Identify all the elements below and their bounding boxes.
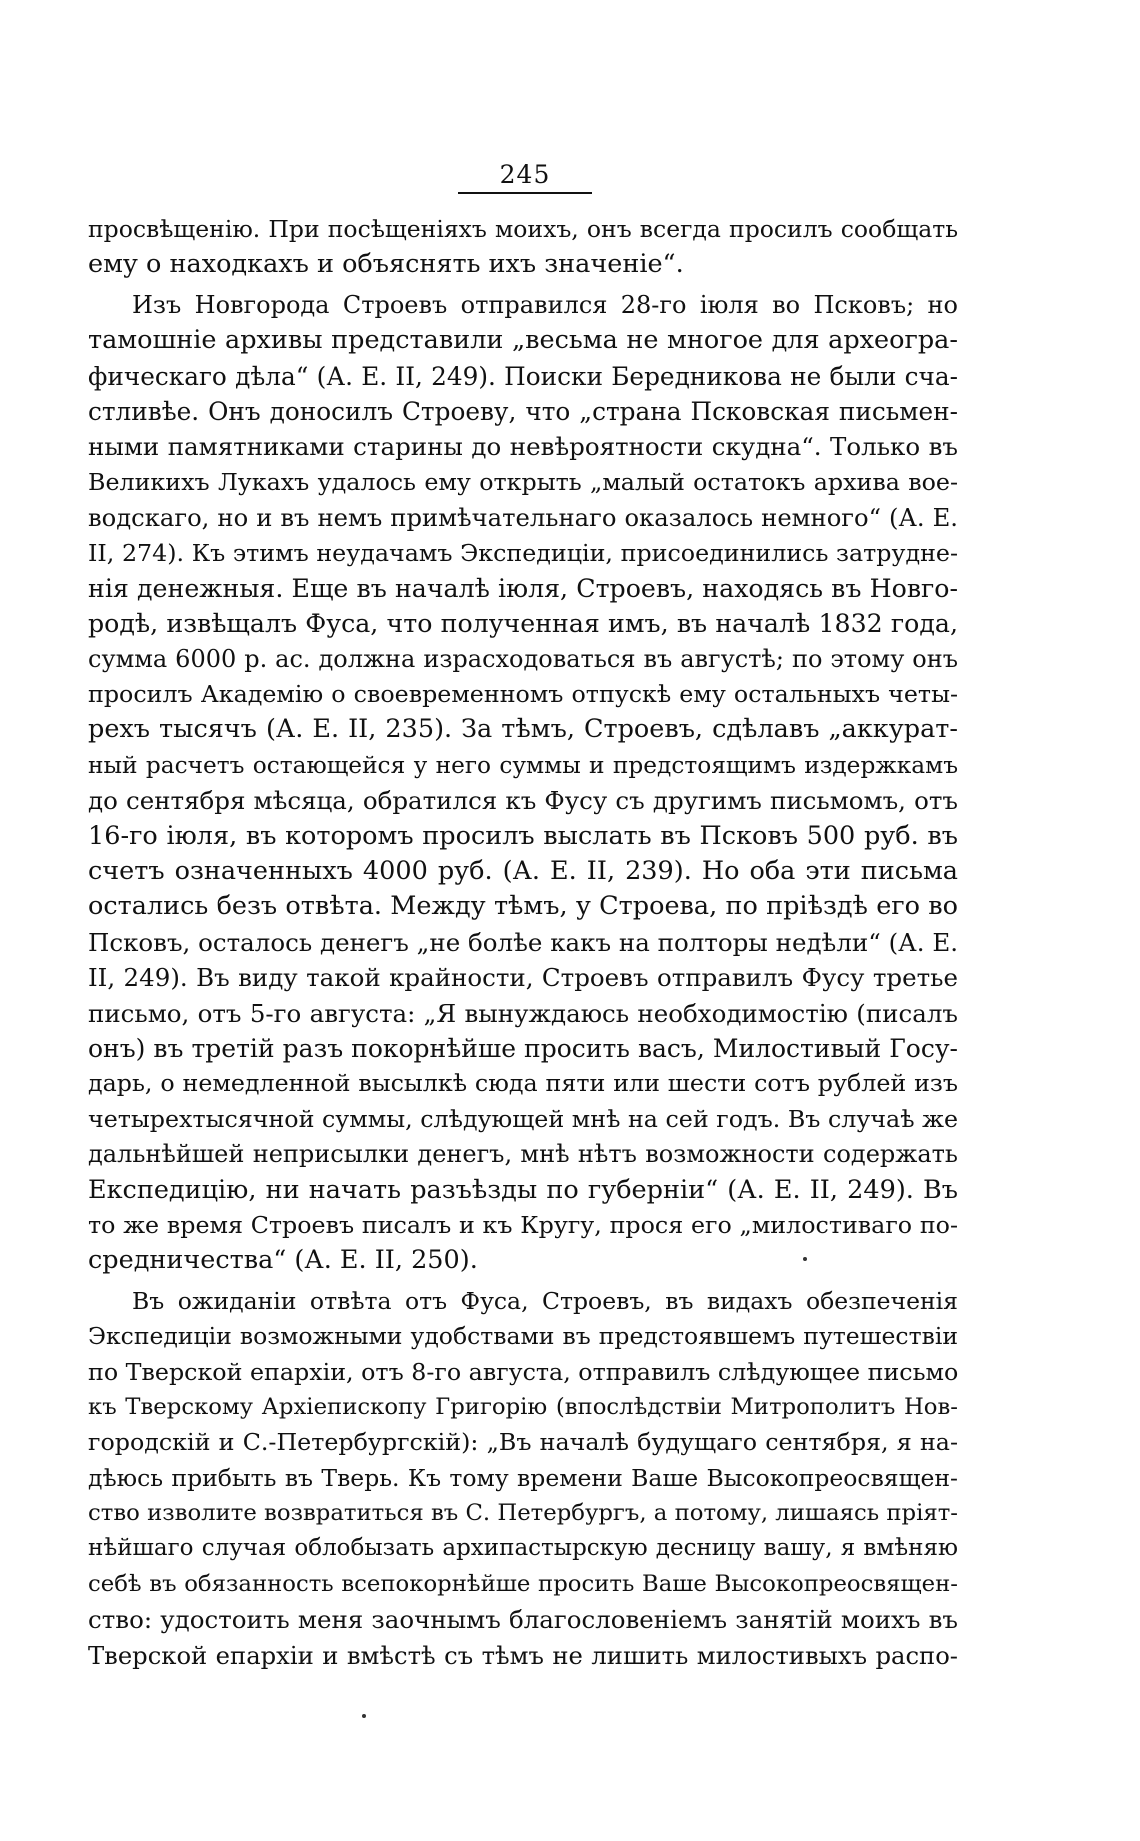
text-line: ство изволите возвратиться въ С. Петербургъ, а потому, лишаясь пріят- [88,1500,958,1527]
body-text [88,212,958,1673]
text-line: къ Тверскому Архіепископу Григорію (впослѣдствіи Митрополитъ Нов- [88,1393,958,1420]
text-line: просилъ Академію о своевременномъ отпускѣ ему остальныхъ четы- [88,680,958,709]
text-line: водскаго, но и въ немъ примѣчательнаго оказалось немного“ (А. Е. [88,503,958,533]
text-line: Експедицію, ни начать разъѣзды по губерніи“ (А. Е. II, 249). Въ [88,1174,958,1205]
text-line: рехъ тысячъ (А. Е. II, 235). За тѣмъ, Строевъ, сдѣлавъ „аккурат- [88,714,958,745]
text-line: ему о находкахъ и объяснять ихъ значеніе“. [88,249,684,280]
print-speck [362,1714,366,1718]
paragraph [88,288,958,1279]
text-line: Тверской епархіи и вмѣстѣ съ тѣмъ не лишить милостивыхъ распо- [88,1640,958,1670]
text-line: дальнѣйшей неприсылки денегъ, мнѣ нѣтъ возможности содержать [88,1140,958,1169]
text-line: ный расчетъ остающейся у него суммы и предстоящимъ издержкамъ [88,751,958,779]
text-line: 16-го іюля, въ которомъ просилъ выслать въ Псковъ 500 руб. въ [88,820,958,851]
text-line: дѣюсь прибыть въ Тверь. Къ тому времени Ваше Высокопреосвящен- [88,1463,958,1492]
text-line: фическаго дѣла“ (А. Е. II, 249). Поиски Бередникова не были сча- [88,361,958,391]
text-line: ными памятниками старины до невѣроятности скудна“. Только въ [88,432,958,462]
text-line: онъ) въ третій разъ покорнѣйше просить васъ, Милостивый Госу- [88,1033,958,1063]
text-line: себѣ въ обязанность всепокорнѣйше просить Ваше Высокопреосвящен- [88,1570,958,1597]
text-line: письмо, отъ 5-го августа: „Я вынуждаюсь необходимостію (писалъ [88,998,958,1028]
text-line: то же время Строевъ писалъ и къ Кругу, прося его „милостиваго по- [88,1210,958,1239]
page-number: 245 [499,160,551,189]
text-line: Въ ожиданіи отвѣта отъ Фуса, Строевъ, въ видахъ обезпеченія [132,1286,958,1315]
text-line: II, 249). Въ виду такой крайности, Строевъ отправилъ Фусу третье [88,963,958,993]
text-line: до сентября мѣсяца, обратился къ Фусу съ другимъ письмомъ, отъ [88,786,958,816]
header-rule [458,192,592,194]
text-line: городскій и С.-Петербургскій): „Въ началѣ будущаго сентября, я на- [88,1428,958,1457]
paragraph [88,212,958,283]
text-line: счетъ означенныхъ 4000 руб. (А. Е. II, 239). Но оба эти письма [88,856,958,887]
text-line: ство: удостоить меня заочнымъ благословеніемъ занятій моихъ въ [88,1605,958,1635]
text-line: II, 274). Къ этимъ неудачамъ Экспедиціи, присоединились затрудне- [88,538,958,567]
text-line: просвѣщенію. При посѣщеніяхъ моихъ, онъ всегда просилъ сообщать [88,215,958,243]
text-line: сумма 6000 р. ас. должна израсходоваться въ августѣ; по этому онъ [88,644,958,673]
text-line: стливѣе. Онъ доносилъ Строеву, что „страна Псковская письмен- [88,396,958,426]
text-line: нія денежныя. Еще въ началѣ іюля, Строевъ, находясь въ Новго- [88,573,958,603]
paragraph [88,1284,958,1673]
text-line: родѣ, извѣщалъ Фуса, что полученная имъ, въ началѣ 1832 года, [88,609,958,639]
text-line: дарь, о немедленной высылкѣ сюда пяти или шести сотъ рублей изъ [88,1069,958,1098]
text-line: Псковъ, осталось денегъ „не болѣе какъ на полторы недѣли“ (А. Е. [88,927,958,957]
text-line: тамошніе архивы представили „весьма не многое для археогра- [88,325,958,356]
text-line: по Тверской епархіи, отъ 8-го августа, отправилъ слѣдующее письмо [88,1357,959,1386]
text-line: Экспедиціи возможными удобствами въ предстоявшемъ путешествіи [88,1322,958,1351]
text-line: четырехтысячной суммы, слѣдующей мнѣ на сей годъ. Въ случаѣ же [88,1104,958,1133]
text-line: остались безъ отвѣта. Между тѣмъ, у Строева, по пріѣздѣ его во [88,891,958,922]
text-line: нѣйшаго случая облобызать архипастырскую десницу вашу, я вмѣняю [88,1535,958,1562]
text-line: Великихъ Лукахъ удалось ему открыть „малый остатокъ архива вое- [88,467,958,496]
text-line: средничества“ (А. Е. II, 250). [88,1245,478,1276]
text-line: Изъ Новгорода Строевъ отправился 28-го іюля во Псковъ; но [132,290,958,319]
print-speck [803,1257,807,1261]
